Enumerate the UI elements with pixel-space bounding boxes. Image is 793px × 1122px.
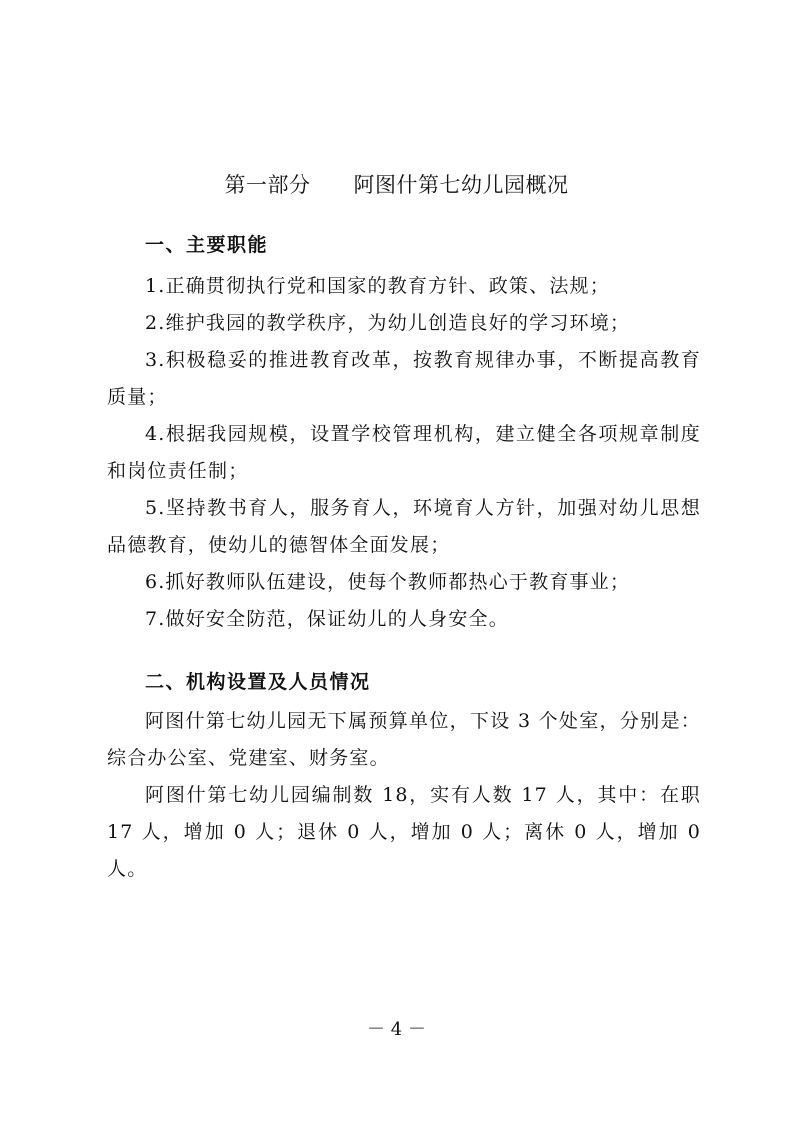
section-heading-organization: 二、机构设置及人员情况 <box>145 671 371 693</box>
paragraph: 7.做好安全防范，保证幼儿的人身安全。 <box>145 608 509 630</box>
paragraph: 1.正确贯彻执行党和国家的教育方针、政策、法规； <box>145 275 610 297</box>
section-organization-body <box>107 703 701 888</box>
section-functions-body <box>107 268 701 638</box>
paragraph: 5.坚持教书育人，服务育人，环境育人方针，加强对幼儿思想品德教育，使幼儿的德智体全面发展； <box>107 497 701 556</box>
page-title: 第一部分 阿图什第七幼儿园概况 <box>224 173 569 197</box>
paragraph: 6.抓好教师队伍建设，使每个教师都热心于教育事业； <box>145 571 631 593</box>
paragraph: 阿图什第七幼儿园无下属预算单位，下设 3 个处室，分别是：综合办公室、党建室、财务室。 <box>107 710 701 769</box>
section-heading-functions: 一、主要职能 <box>145 234 269 256</box>
paragraph: 4.根据我园规模，设置学校管理机构，建立健全各项规章制度和岗位责任制； <box>107 423 701 482</box>
paragraph: 2.维护我园的教学秩序，为幼儿创造良好的学习环境； <box>145 312 631 334</box>
paragraph: 阿图什第七幼儿园编制数 18，实有人数 17 人，其中：在职 17 人，增加 0 人；退休 0 人，增加 0 人；离休 0 人，增加 0 人。 <box>107 784 701 880</box>
paragraph: 3.积极稳妥的推进教育改革，按教育规律办事，不断提高教育质量； <box>107 349 701 408</box>
page-number: － 4 － <box>367 1019 426 1040</box>
